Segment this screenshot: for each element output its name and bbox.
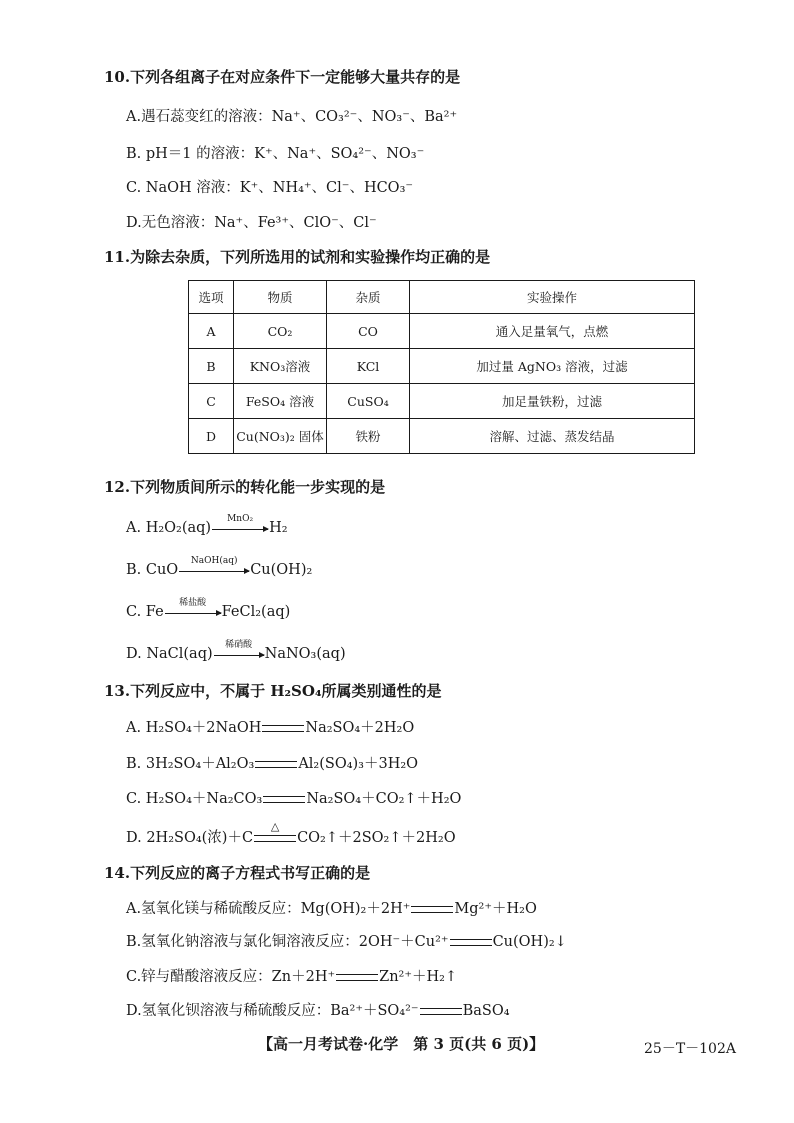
question-13-option-a	[126, 716, 414, 737]
table-cell: 溶解、过滤、蒸发结晶	[410, 419, 695, 454]
question-14-stem: 14.下列反应的离子方程式书写正确的是	[104, 864, 371, 882]
table-cell: B	[189, 349, 234, 384]
table-row	[189, 349, 695, 384]
arrow-condition: MnO₂	[227, 513, 254, 524]
table-row	[189, 384, 695, 419]
question-12-stem: 12.下列物质间所示的转化能一步实现的是	[104, 478, 386, 496]
product: FeCl₂(aq)	[221, 604, 291, 620]
question-11-stem: 11.为除去杂质，下列所选用的试剂和实验操作均正确的是	[104, 248, 491, 266]
heat-condition: △	[270, 819, 280, 833]
question-14-option-d	[126, 999, 510, 1020]
equation-left: A. H₂SO₄＋2NaOH	[126, 720, 262, 736]
question-14-option-c	[126, 965, 457, 986]
product: H₂	[269, 520, 288, 536]
equation-right: CO₂↑＋2SO₂↑＋2H₂O	[297, 830, 456, 846]
table-cell: 加足量铁粉，过滤	[410, 384, 695, 419]
table-cell: KNO₃溶液	[234, 349, 327, 384]
equation-right: Mg²⁺＋H₂O	[454, 901, 537, 917]
question-10-option-c: C. NaOH 溶液：K⁺、NH₄⁺、Cl⁻、HCO₃⁻	[126, 180, 414, 196]
equals-sign	[262, 725, 304, 732]
table-cell: 铁粉	[327, 419, 410, 454]
table-cell: FeSO₄ 溶液	[234, 384, 327, 419]
question-10-option-a: A.遇石蕊变红的溶液：Na⁺、CO₃²⁻、NO₃⁻、Ba²⁺	[126, 109, 458, 125]
equals-sign	[255, 761, 297, 768]
equation-right: BaSO₄	[462, 1003, 510, 1019]
table-cell: 通入足量氧气，点燃	[410, 314, 695, 349]
reactant: B. CuO	[126, 562, 179, 578]
table-header-cell: 实验操作	[410, 281, 695, 314]
question-13-stem: 13.下列反应中，不属于 H₂SO₄所属类别通性的是	[104, 682, 442, 700]
question-12-option-c	[126, 597, 291, 620]
exam-code: 25－T－102A	[644, 1041, 736, 1057]
table-header-cell: 杂质	[327, 281, 410, 314]
equation-right: Al₂(SO₄)₃＋3H₂O	[298, 756, 419, 772]
equals-sign	[411, 906, 453, 913]
table-cell: Cu(NO₃)₂ 固体	[234, 419, 327, 454]
equation-left: C.锌与醋酸溶液反应：Zn＋2H⁺	[126, 969, 336, 985]
question-14-option-b	[126, 930, 567, 951]
table-cell: KCl	[327, 349, 410, 384]
table-row	[189, 314, 695, 349]
reaction-arrow	[214, 639, 264, 656]
table-header-cell: 物质	[234, 281, 327, 314]
equals-sign	[336, 974, 378, 981]
equation-left: C. H₂SO₄＋Na₂CO₃	[126, 791, 263, 807]
table-cell: D	[189, 419, 234, 454]
page-footer-title: 【高一月考试卷·化学 第 3 页(共 6 页)】	[258, 1035, 545, 1053]
equation-left: B.氢氧化钠溶液与氯化铜溶液反应：2OH⁻＋Cu²⁺	[126, 934, 449, 950]
equation-left: A.氢氧化镁与稀硫酸反应：Mg(OH)₂＋2H⁺	[126, 901, 411, 917]
equation-right: Na₂SO₄＋CO₂↑＋H₂O	[306, 791, 462, 807]
question-10-stem: 10.下列各组离子在对应条件下一定能够大量共存的是	[104, 68, 461, 86]
reactant: D. NaCl(aq)	[126, 646, 213, 662]
reactant: A. H₂O₂(aq)	[126, 520, 212, 536]
arrow-condition: NaOH(aq)	[190, 555, 238, 566]
equation-right: Na₂SO₄＋2H₂O	[305, 720, 415, 736]
table-cell: CO₂	[234, 314, 327, 349]
question-13-option-b	[126, 752, 418, 773]
equation-right: Cu(OH)₂↓	[492, 934, 567, 950]
arrow-condition: 稀硝酸	[225, 639, 253, 650]
question-14-option-a	[126, 897, 537, 918]
table-cell: CO	[327, 314, 410, 349]
impurity-removal-table	[188, 280, 695, 454]
question-10-option-b: B. pH＝1 的溶液：K⁺、Na⁺、SO₄²⁻、NO₃⁻	[126, 146, 425, 162]
equation-right: Zn²⁺＋H₂↑	[379, 969, 458, 985]
product: NaNO₃(aq)	[264, 646, 346, 662]
equation-left: D. 2H₂SO₄(浓)＋C	[126, 830, 254, 846]
equation-left: D.氢氧化钡溶液与稀硫酸反应：Ba²⁺＋SO₄²⁻	[126, 1003, 419, 1019]
equals-sign	[263, 796, 305, 803]
question-13-option-c	[126, 787, 461, 808]
table-cell: CuSO₄	[327, 384, 410, 419]
reaction-arrow	[165, 597, 221, 614]
table-row	[189, 419, 695, 454]
arrow-condition: 稀盐酸	[179, 597, 207, 608]
table-cell: 加过量 AgNO₃ 溶液，过滤	[410, 349, 695, 384]
question-12-option-b	[126, 555, 313, 578]
question-12-option-d	[126, 639, 346, 662]
equals-sign	[420, 1008, 462, 1015]
reactant: C. Fe	[126, 604, 164, 620]
equals-sign-heat	[254, 819, 296, 842]
reaction-arrow	[179, 555, 249, 572]
table-cell: A	[189, 314, 234, 349]
question-12-option-a	[126, 513, 288, 536]
product: Cu(OH)₂	[250, 562, 313, 578]
equation-left: B. 3H₂SO₄＋Al₂O₃	[126, 756, 255, 772]
table-header-row	[189, 281, 695, 314]
question-13-option-d	[126, 819, 456, 847]
table-cell: C	[189, 384, 234, 419]
equals-sign	[450, 939, 492, 946]
reaction-arrow	[212, 513, 268, 530]
question-10-option-d: D.无色溶液：Na⁺、Fe³⁺、ClO⁻、Cl⁻	[126, 215, 377, 231]
table-header-cell: 选项	[189, 281, 234, 314]
